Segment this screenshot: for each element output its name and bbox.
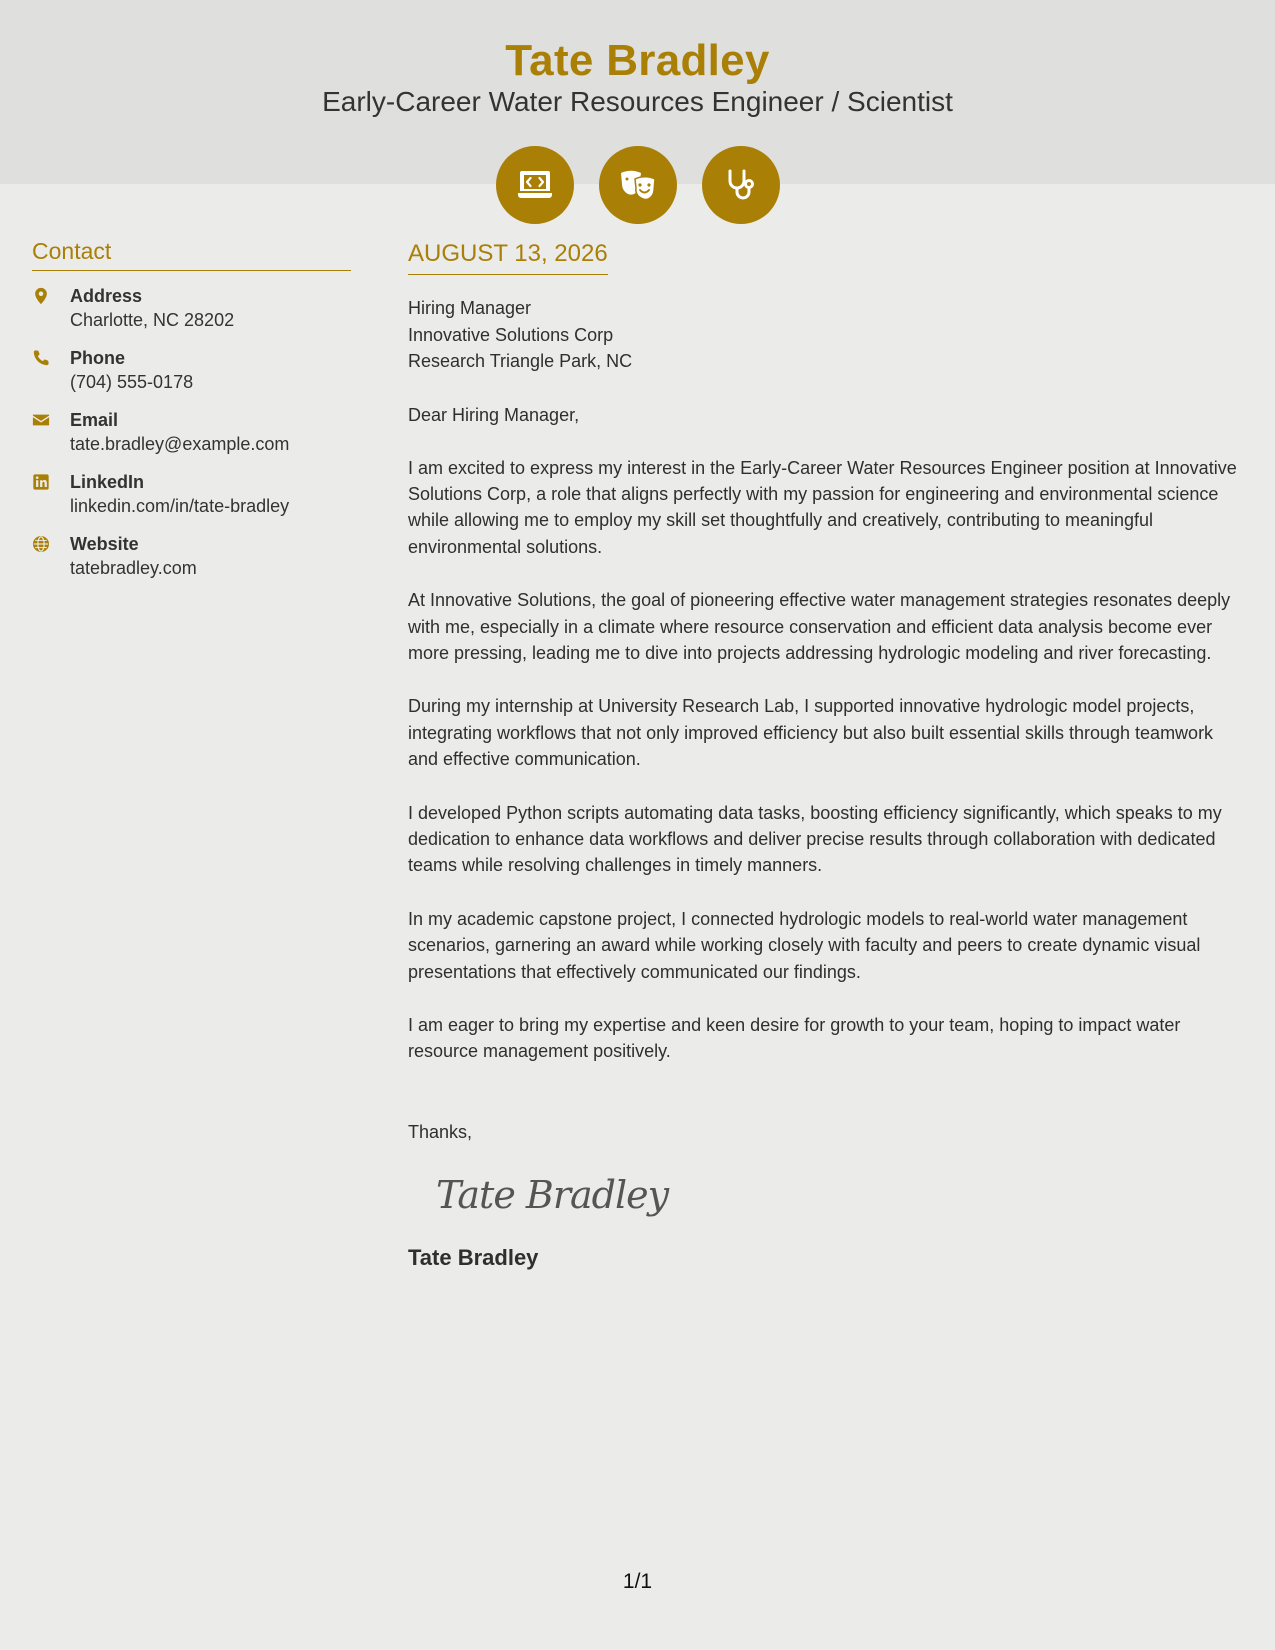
letter-body xyxy=(408,240,1240,1271)
letter-paragraph: I developed Python scripts automating data tasks, boosting efficiency significantly, which speaks to my dedication to enhance data workflows and deliver precise results through collaboration with dedicated teams while resolving challenges in timely manners. xyxy=(408,802,1222,876)
envelope-icon xyxy=(32,408,70,457)
location-pin-icon xyxy=(32,284,70,333)
contact-label: Website xyxy=(70,534,139,554)
letter-paragraph: I am excited to express my interest in the Early-Career Water Resources Engineer position at Innovative Solutions Corp, a role that aligns perfectly with my passion for engineering and environmental science while allowing me to employ my skill set thoughtfully and creatively, contributing to meaningful environmental solutions. xyxy=(408,457,1237,557)
contact-value[interactable]: tate.bradley@example.com xyxy=(70,434,290,454)
signed-name: Tate Bradley xyxy=(408,1244,539,1270)
contact-heading: Contact xyxy=(32,238,351,271)
recipient-line: Innovative Solutions Corp xyxy=(408,324,614,345)
recipient-line: Hiring Manager xyxy=(408,298,532,318)
contact-label: Address xyxy=(70,286,143,306)
contact-value: Charlotte, NC 28202 xyxy=(70,310,235,330)
recipient-line: Research Triangle Park, NC xyxy=(408,351,633,371)
contact-value: (704) 555-0178 xyxy=(70,372,194,392)
applicant-title: Early-Career Water Resources Engineer / Scientist xyxy=(322,86,953,117)
contact-value[interactable]: linkedin.com/in/tate-bradley xyxy=(70,496,290,516)
letter-paragraph: During my internship at University Research Lab, I supported innovative hydrologic model projects, integrating workflows that not only improved efficiency but also built essential skills through teamwork and effective communication. xyxy=(408,696,1214,770)
contact-email xyxy=(32,408,351,457)
contact-address xyxy=(32,284,351,333)
contact-linkedin xyxy=(32,470,351,519)
contact-label: Phone xyxy=(70,348,126,368)
letter-paragraph: I am eager to bring my expertise and keen desire for growth to your team, hoping to impact water resource management positively. xyxy=(408,1015,1181,1062)
contact-website xyxy=(32,532,351,581)
interest-icons xyxy=(496,146,780,224)
handwritten-signature: Tate Bradley xyxy=(436,1172,669,1217)
page-number: 1/1 xyxy=(622,1570,653,1593)
contact-label: Email xyxy=(70,410,119,430)
recipient-block xyxy=(408,295,1240,375)
laptop-code-icon xyxy=(496,146,574,224)
applicant-name: Tate Bradley xyxy=(505,36,770,85)
letter-paragraph: In my academic capstone project, I connected hydrologic models to real-world water management scenarios, garnering an award while working closely with faculty and peers to create dynamic visual presentations that effectively communicated our findings. xyxy=(408,908,1201,982)
stethoscope-icon xyxy=(702,146,780,224)
letter-date: AUGUST 13, 2026 xyxy=(408,240,608,267)
salutation: Dear Hiring Manager, xyxy=(408,404,580,425)
theater-masks-icon xyxy=(599,146,677,224)
closing: Thanks, xyxy=(408,1121,473,1142)
letter-paragraph: At Innovative Solutions, the goal of pioneering effective water management strategies resonates deeply with me, especially in a climate where resource conservation and efficient data analysis become ever more pressing, leading me to dive into projects addressing hydrologic modeling and river forecasting. xyxy=(408,590,1231,663)
contact-sidebar xyxy=(32,238,351,581)
globe-icon xyxy=(32,532,70,581)
date-heading xyxy=(408,240,608,275)
contact-label: LinkedIn xyxy=(70,472,145,492)
linkedin-icon xyxy=(32,470,70,519)
phone-icon xyxy=(32,346,70,395)
contact-phone xyxy=(32,346,351,395)
contact-value[interactable]: tatebradley.com xyxy=(70,558,197,578)
